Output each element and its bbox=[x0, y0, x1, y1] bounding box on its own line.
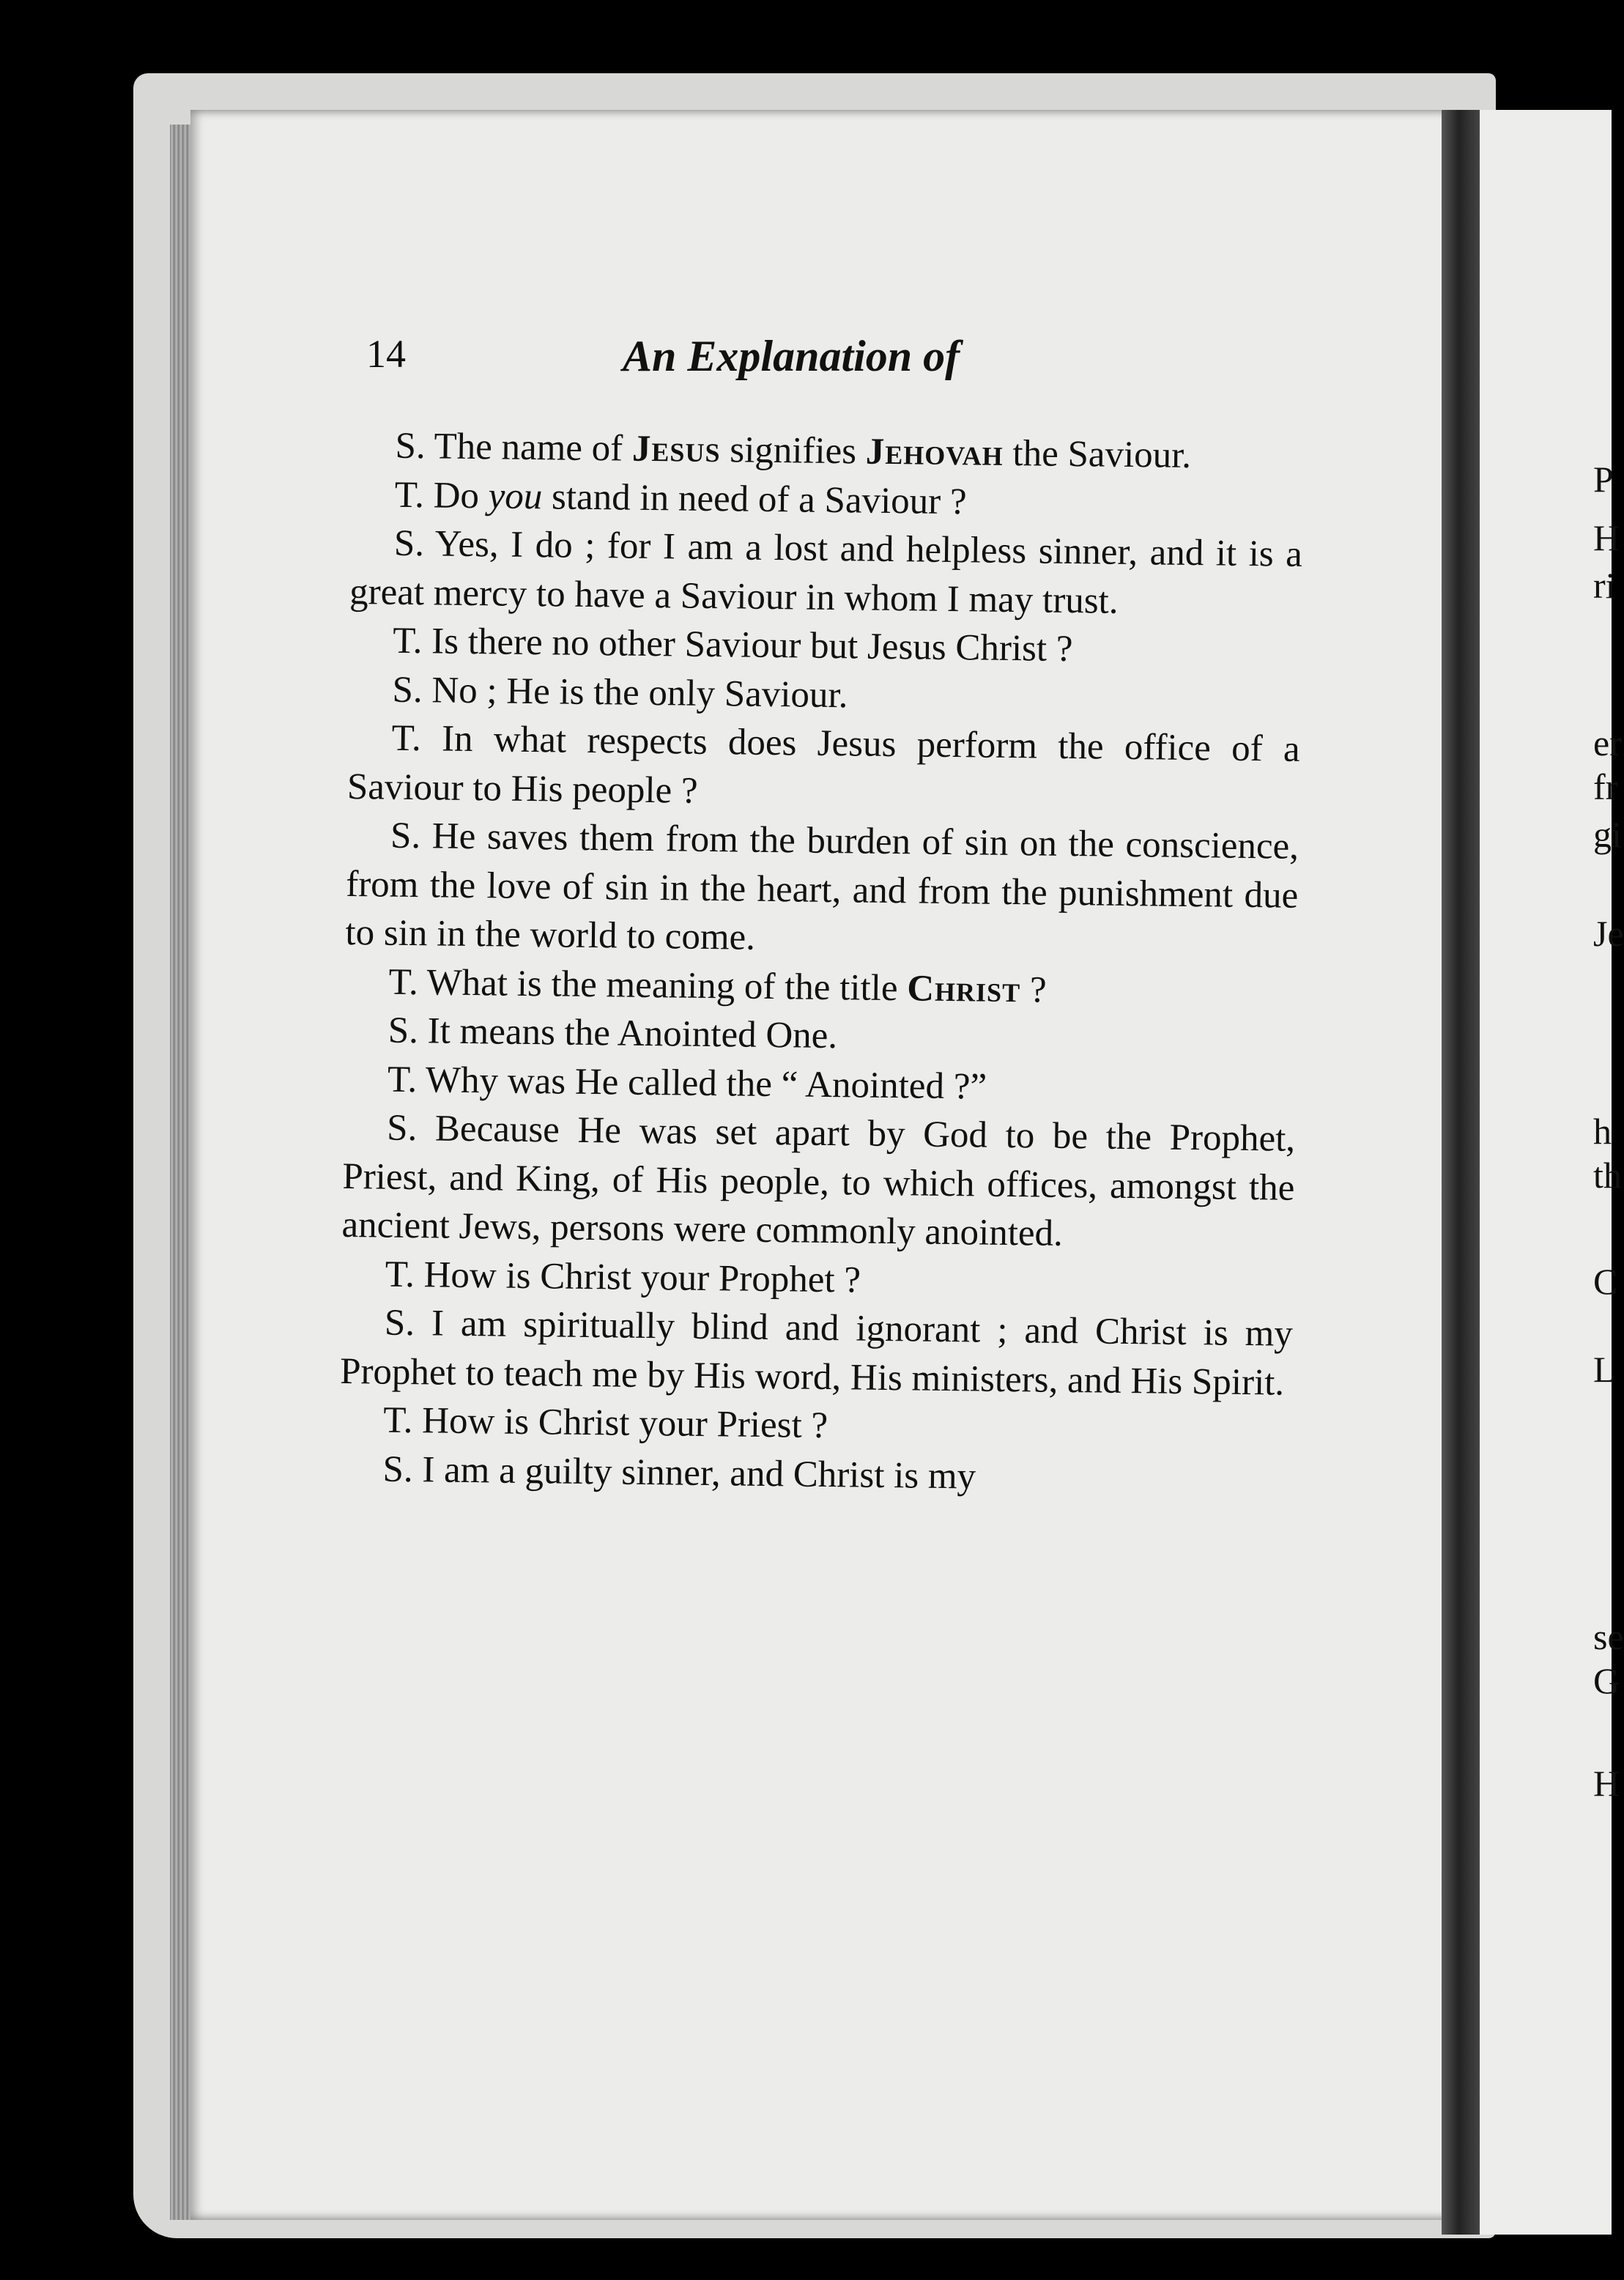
text-run: T. How is Christ your Priest ? bbox=[383, 1399, 828, 1447]
catechism-text bbox=[338, 421, 1304, 1505]
text-run: S. It means the Anointed One. bbox=[388, 1010, 838, 1057]
text-run: S. Because He was set apart by God to be the Prophet, Priest, and King, of His people, to which offices, amongst the ancient Jews, persons were commonly anointed. bbox=[341, 1107, 1296, 1254]
text-run: T. Why was He called the “ Anointed ?” bbox=[387, 1059, 987, 1108]
emphasis-text: you bbox=[488, 475, 543, 517]
facing-page-fragment: C bbox=[1593, 1261, 1618, 1302]
page-edge bbox=[170, 125, 190, 2220]
small-caps-term: Jesus bbox=[631, 428, 721, 471]
text-run: S. He saves them from the burden of sin on the conscience, from the love of sin in the heart, and from the punishment due to sin in the world to come. bbox=[345, 815, 1299, 958]
small-caps-term: Christ bbox=[906, 967, 1021, 1010]
text-run: S. No ; He is the only Saviour. bbox=[392, 669, 848, 716]
facing-page bbox=[1480, 110, 1624, 2235]
text-run: ? bbox=[1020, 969, 1047, 1011]
book-gutter bbox=[1442, 110, 1480, 2235]
facing-page-fragment: se bbox=[1593, 1616, 1624, 1657]
text-run: T. Is there no other Saviour but Jesus Christ ? bbox=[393, 620, 1073, 670]
text-run: stand in need of a Saviour ? bbox=[542, 475, 967, 522]
facing-page-fragment: fr bbox=[1593, 766, 1618, 807]
facing-page-fragment: H bbox=[1593, 1763, 1620, 1804]
text-run: S. The name of bbox=[395, 425, 633, 470]
text-run: the Saviour. bbox=[1003, 432, 1192, 477]
facing-page-fragment: th bbox=[1593, 1155, 1622, 1196]
page-number: 14 bbox=[366, 332, 406, 376]
facing-page-fragment: ri bbox=[1593, 565, 1616, 606]
paragraph bbox=[340, 1298, 1294, 1407]
paragraph bbox=[345, 811, 1299, 969]
text-run: T. What is the meaning of the title bbox=[388, 961, 908, 1009]
facing-page-fragment: Je bbox=[1593, 913, 1624, 954]
text-run: T. How is Christ your Prophet ? bbox=[385, 1254, 861, 1301]
text-run: T. Do bbox=[394, 474, 489, 517]
text-run: signifies bbox=[720, 429, 867, 473]
small-caps-term: Jehovah bbox=[865, 431, 1004, 474]
facing-page-fragment: er bbox=[1593, 722, 1622, 763]
paragraph bbox=[341, 1103, 1295, 1261]
text-run: S. I am spiritually blind and ignorant ; and Christ is my Prophet to teach me by His word, His ministers, and His Spirit. bbox=[339, 1302, 1294, 1404]
facing-page-fragment: H bbox=[1593, 517, 1620, 558]
facing-page-fragment: h bbox=[1593, 1111, 1612, 1152]
facing-page-fragment: G bbox=[1593, 1660, 1620, 1701]
text-run: T. In what respects does Jesus perform the office of a Saviour to His people ? bbox=[346, 717, 1300, 812]
text-run: S. I am a guilty sinner, and Christ is my bbox=[382, 1448, 976, 1498]
facing-page-fragment: gi bbox=[1593, 814, 1622, 855]
facing-page-fragment: P bbox=[1593, 459, 1614, 500]
running-head bbox=[366, 331, 1348, 390]
facing-page-fragment: L bbox=[1593, 1349, 1616, 1390]
text-run: S. Yes, I do ; for I am a lost and helpless sinner, and it is a great mercy to have a Saviour in whom I may trust. bbox=[349, 522, 1303, 622]
paragraph bbox=[349, 519, 1303, 628]
running-title: An Explanation of bbox=[623, 332, 960, 380]
paragraph bbox=[347, 714, 1301, 823]
